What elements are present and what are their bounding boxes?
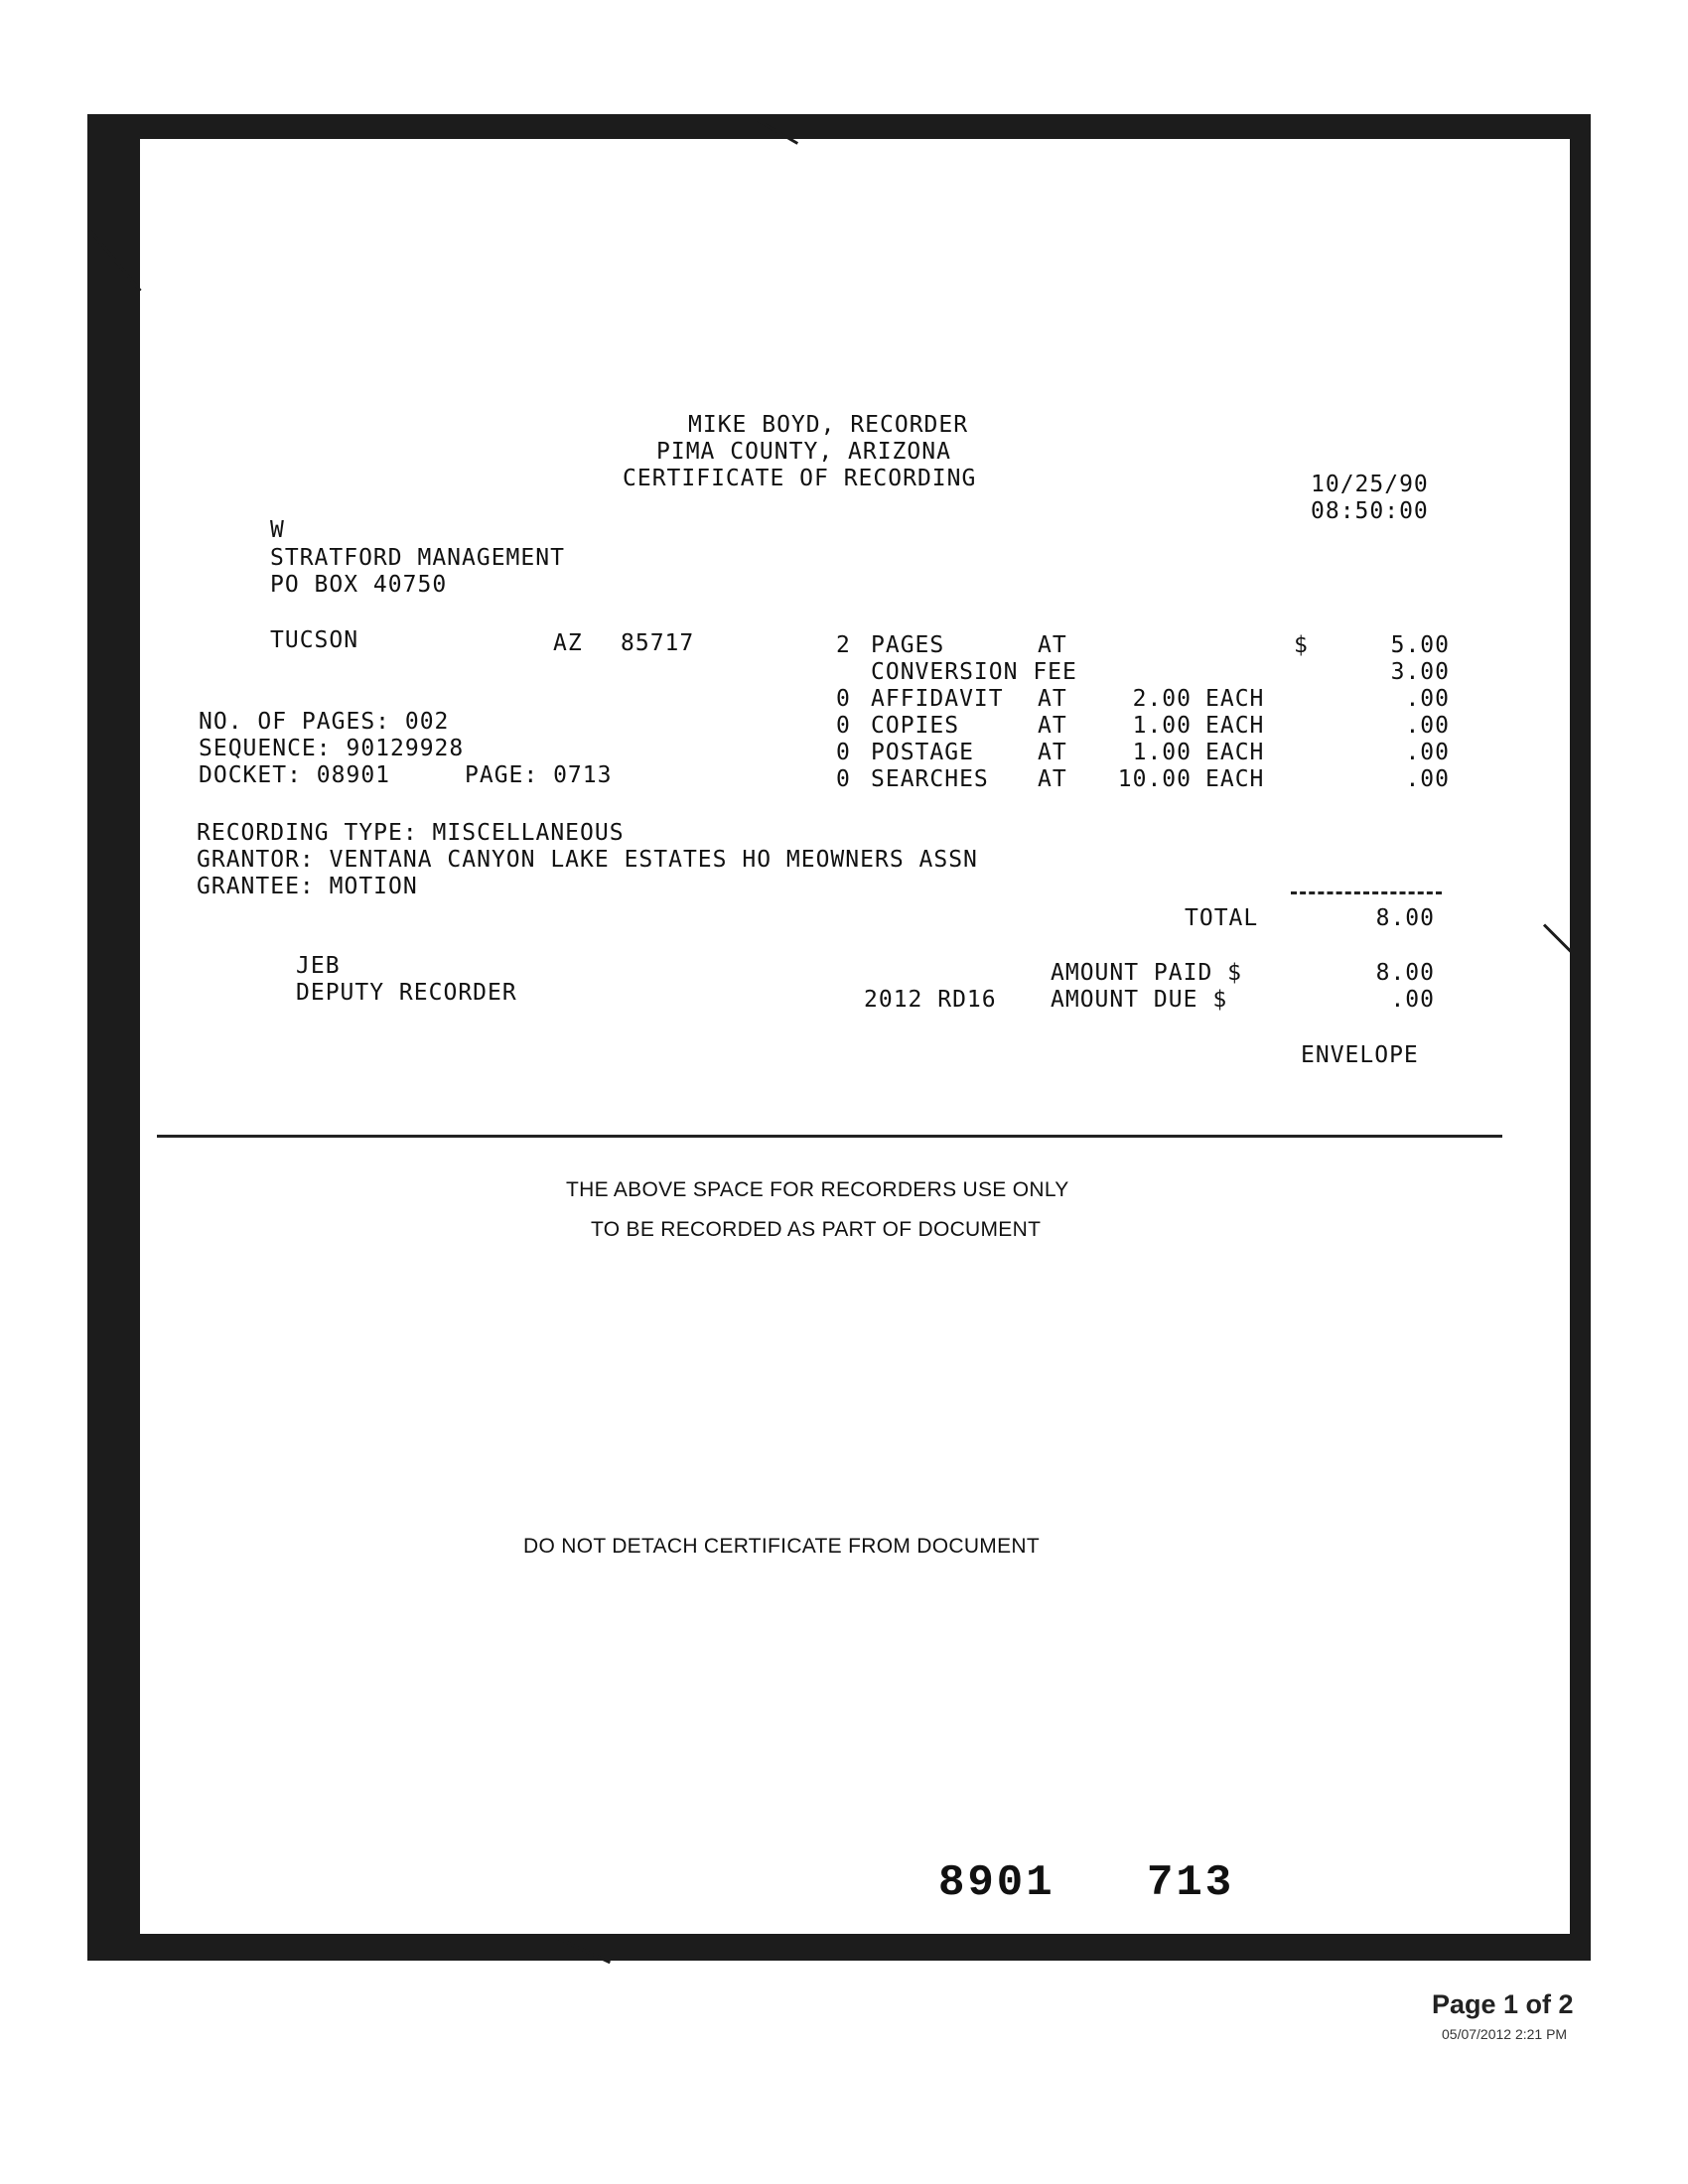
total-amount: 8.00: [1375, 905, 1435, 931]
do-not-detach-notice: DO NOT DETACH CERTIFICATE FROM DOCUMENT: [523, 1535, 1040, 1558]
total-separator: [1291, 891, 1442, 894]
amount-paid: 8.00: [1375, 960, 1435, 986]
addressee-name: STRATFORD MANAGEMENT: [270, 545, 565, 571]
amount-due: .00: [1390, 987, 1435, 1013]
fee-currency: $: [1294, 632, 1309, 658]
fee-item: AFFIDAVIT: [871, 686, 1004, 712]
fee-at: AT: [1038, 766, 1067, 792]
terminal-code: 2012 RD16: [864, 987, 997, 1013]
record-as-part-notice: TO BE RECORDED AS PART OF DOCUMENT: [591, 1218, 1042, 1241]
fee-item: CONVERSION FEE: [871, 659, 1077, 685]
docket-stamp: 8901: [938, 1858, 1055, 1908]
fee-item: POSTAGE: [871, 740, 974, 765]
recording-time: 08:50:00: [1311, 498, 1429, 524]
fee-rate: 1.00: [1132, 740, 1192, 765]
fee-each: EACH: [1205, 686, 1265, 712]
fee-qty: 0: [836, 686, 851, 712]
fee-item: SEARCHES: [871, 766, 989, 792]
fee-at: AT: [1038, 686, 1067, 712]
fee-at: AT: [1038, 713, 1067, 739]
docket-number: DOCKET: 08901: [199, 762, 391, 788]
fee-rate: 10.00: [1117, 766, 1192, 792]
amount-due-label: AMOUNT DUE $: [1051, 987, 1228, 1013]
fee-amount: .00: [1405, 766, 1450, 792]
page-number: PAGE: 0713: [465, 762, 613, 788]
number-of-pages: NO. OF PAGES: 002: [199, 709, 450, 735]
page-stamp: 713: [1147, 1858, 1235, 1908]
certificate-divider: [157, 1135, 1502, 1138]
fee-rate: 2.00: [1132, 686, 1192, 712]
fee-item: COPIES: [871, 713, 960, 739]
fee-amount: 3.00: [1390, 659, 1450, 685]
fee-amount: .00: [1405, 713, 1450, 739]
print-datetime: 05/07/2012 2:21 PM: [1442, 2026, 1568, 2042]
fee-amount: 5.00: [1390, 632, 1450, 658]
grantee: GRANTEE: MOTION: [197, 874, 418, 899]
county-name: PIMA COUNTY, ARIZONA: [656, 439, 951, 465]
fee-qty: 2: [836, 632, 851, 658]
fee-at: AT: [1038, 740, 1067, 765]
deputy-initials: JEB: [296, 953, 341, 979]
recording-type: RECORDING TYPE: MISCELLANEOUS: [197, 820, 625, 846]
fee-amount: .00: [1405, 740, 1450, 765]
fee-qty: 0: [836, 713, 851, 739]
addressee-city: TUCSON: [270, 627, 359, 653]
total-label: TOTAL: [1185, 905, 1259, 931]
recorders-use-notice: THE ABOVE SPACE FOR RECORDERS USE ONLY: [566, 1178, 1069, 1201]
recorder-name: MIKE BOYD, RECORDER: [688, 412, 969, 438]
fee-amount: .00: [1405, 686, 1450, 712]
deputy-title: DEPUTY RECORDER: [296, 980, 517, 1006]
addressee-zip: 85717: [621, 630, 695, 656]
fee-each: EACH: [1205, 740, 1265, 765]
amount-paid-label: AMOUNT PAID $: [1051, 960, 1243, 986]
grantor: GRANTOR: VENTANA CANYON LAKE ESTATES HO MEOWNERS ASSN: [197, 847, 978, 873]
addressee-state: AZ: [553, 630, 583, 656]
fee-each: EACH: [1205, 713, 1265, 739]
fee-each: EACH: [1205, 766, 1265, 792]
fee-rate: 1.00: [1132, 713, 1192, 739]
fee-at: AT: [1038, 632, 1067, 658]
page-indicator: Page 1 of 2: [1432, 1989, 1574, 2019]
document-page: [140, 139, 1570, 1934]
fee-item: PAGES: [871, 632, 945, 658]
recording-date: 10/25/90: [1311, 472, 1429, 497]
sequence-number: SEQUENCE: 90129928: [199, 736, 465, 761]
addressee-code: W: [270, 517, 285, 543]
addressee-box: PO BOX 40750: [270, 572, 448, 598]
fee-qty: 0: [836, 740, 851, 765]
fee-qty: 0: [836, 766, 851, 792]
certificate-title: CERTIFICATE OF RECORDING: [623, 466, 977, 491]
envelope-label: ENVELOPE: [1301, 1042, 1419, 1068]
